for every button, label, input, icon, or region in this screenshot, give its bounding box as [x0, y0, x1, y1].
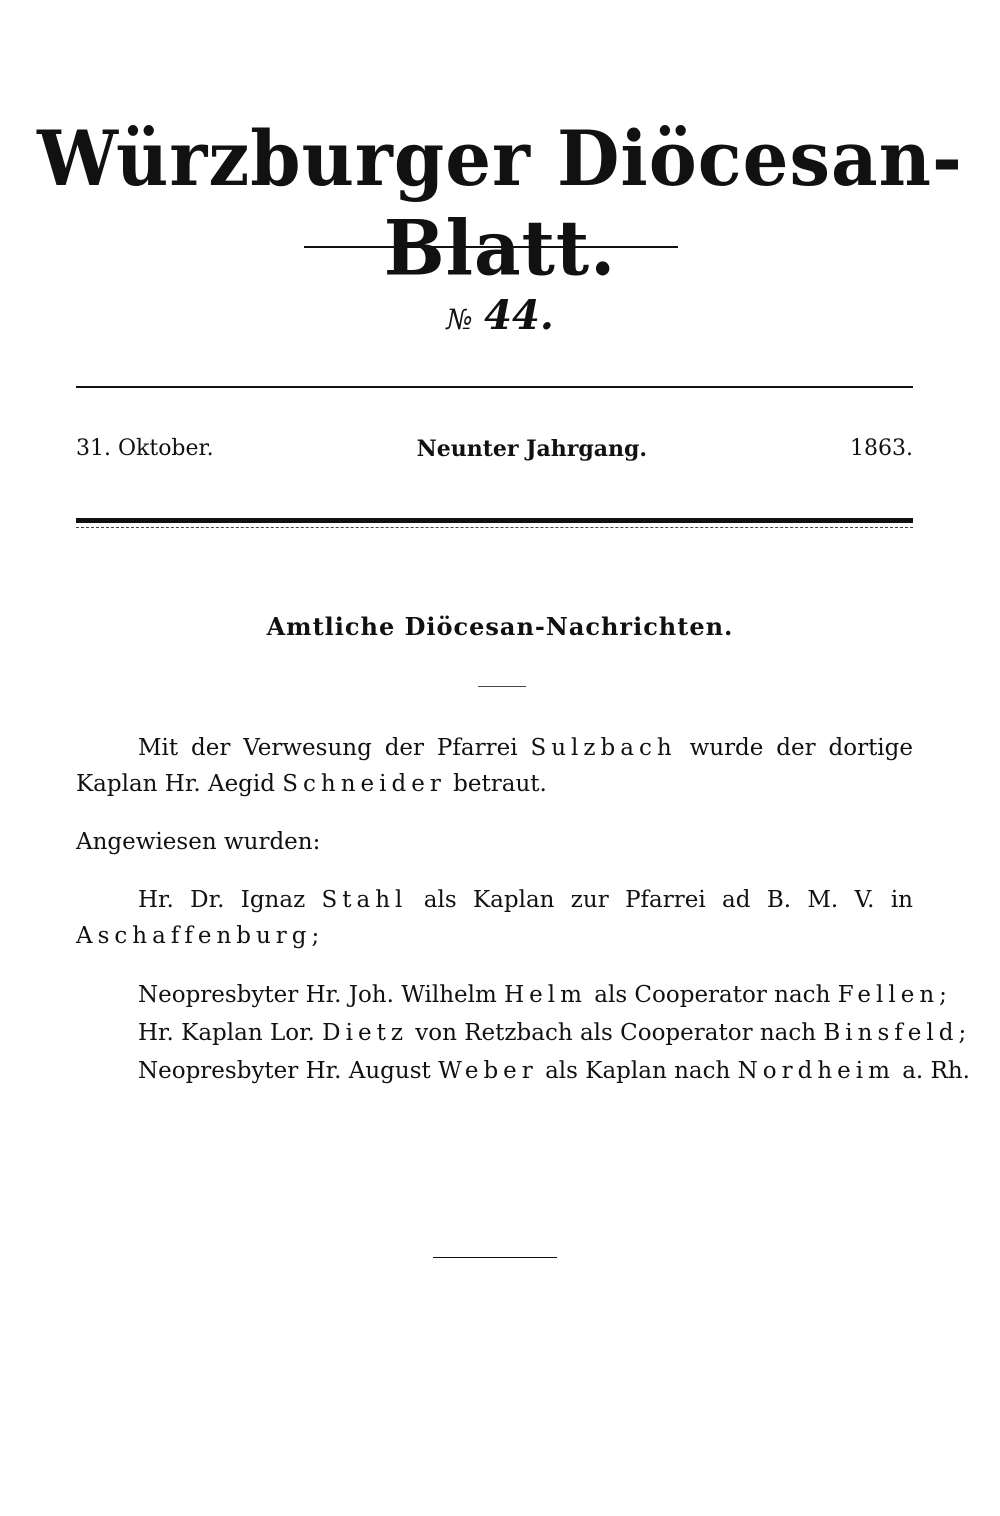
- issue-label: №: [446, 303, 473, 336]
- issue-date: 31. Oktober.: [76, 436, 214, 461]
- text-fragment: betraut.: [445, 771, 547, 797]
- place-name: Binsfeld: [823, 1020, 959, 1046]
- appointment-dietz: [76, 1014, 967, 1052]
- person-name: Weber: [438, 1058, 538, 1084]
- paragraph-assigned: Angewiesen wurden:: [76, 829, 321, 855]
- text-fragment: Neopresbyter Hr. Joh. Wilhelm: [138, 982, 505, 1008]
- text-fragment: von Retzbach als Cooperator nach: [407, 1020, 824, 1046]
- place-name: Aschaffenburg: [76, 923, 312, 949]
- place-name: Fellen: [837, 982, 940, 1008]
- text-fragment: als Kaplan nach: [537, 1058, 738, 1084]
- issue-number: [0, 292, 1000, 339]
- section-divider: [478, 686, 526, 687]
- appointment-helm: [76, 976, 947, 1014]
- issue-value: 44.: [484, 292, 554, 339]
- text-fragment: Mit der Verwesung der Pfarrei: [138, 735, 531, 761]
- person-name: Dietz: [322, 1020, 408, 1046]
- person-name: Helm: [504, 982, 587, 1008]
- text-fragment: a. Rh.: [894, 1058, 970, 1084]
- place-name: Sulzbach: [530, 735, 677, 761]
- masthead-divider: [304, 246, 678, 248]
- text-fragment: wurde der dortige Kaplan Hr. Aegid: [76, 735, 914, 797]
- dateline: [76, 436, 913, 462]
- text-fragment: ;: [958, 1020, 967, 1046]
- text-fragment: Hr. Kaplan Lor.: [138, 1020, 323, 1046]
- place-name: Nordheim: [737, 1058, 895, 1084]
- text-fragment: Neopresbyter Hr. August: [138, 1058, 439, 1084]
- section-heading: Amtliche Diöcesan-Nachrichten.: [266, 612, 734, 641]
- paragraph-stahl: [76, 882, 913, 954]
- text-fragment: Hr. Dr. Ignaz: [138, 887, 322, 913]
- text-fragment: als Cooperator nach: [586, 982, 838, 1008]
- masthead-title: Würzburger Diöcesan-Blatt.: [37, 113, 963, 293]
- dateline-bottom-rule: [76, 518, 913, 523]
- text-fragment: ;: [311, 923, 320, 949]
- article-body: [76, 730, 970, 1090]
- text-fragment: ;: [939, 982, 947, 1008]
- person-name: Schneider: [282, 771, 446, 797]
- end-rule: [433, 1257, 557, 1258]
- dateline-top-rule: [76, 386, 913, 388]
- issue-year: 1863.: [850, 436, 913, 461]
- person-name: Stahl: [321, 887, 408, 913]
- paragraph-sulzbach: [76, 730, 913, 802]
- text-fragment: als Kaplan zur Pfarrei ad B. M. V. in: [407, 887, 913, 913]
- dateline-bottom-thin-rule: [76, 527, 913, 528]
- volume-label: Neunter Jahrgang.: [416, 436, 648, 462]
- appointment-weber: [76, 1052, 970, 1090]
